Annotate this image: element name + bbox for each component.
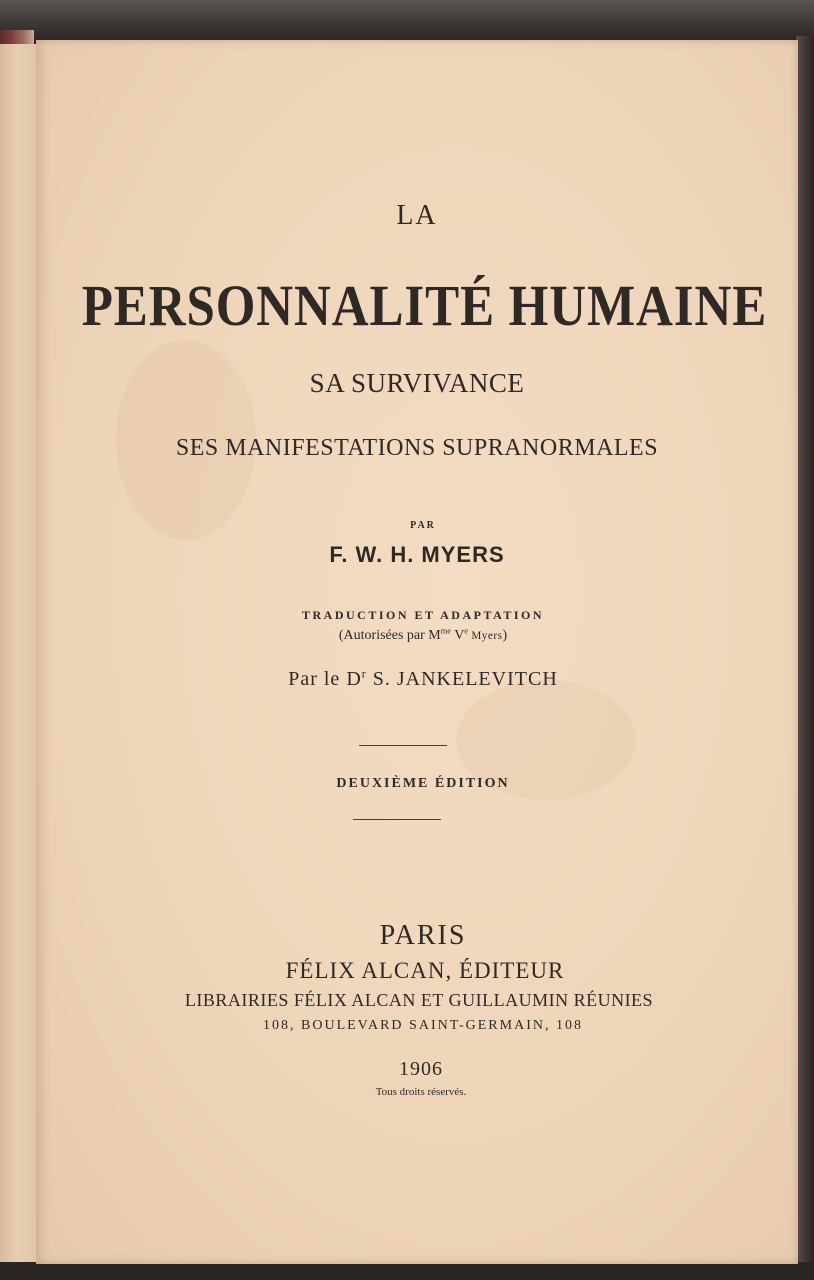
translation-label: TRADUCTION ET ADAPTATION [301,608,545,622]
subtitle-survival: SA SURVIVANCE [309,368,525,398]
publisher-libraries: LIBRAIRIES FÉLIX ALCAN ET GUILLAUMIN RÉUNIES [184,990,654,1010]
publication-city: PARIS [379,920,467,951]
publisher-address: 108, BOULEVARD SAINT-GERMAIN, 108 [263,1018,583,1033]
authorization-note: (Autorisées par $M^{me}$ Ve Myers) [338,626,508,643]
edition-label: DEUXIÈME ÉDITION [336,776,510,791]
author-name: F. W. H. MYERS [329,542,505,567]
translator-credit: Par le $D^r$ S. JANKELEVITCH [288,666,558,690]
scan-background-bottom [0,1262,814,1280]
subtitle-manifestations: SES MANIFESTATIONS SUPRANORMALES [175,435,659,461]
divider-rule-top [359,745,447,746]
divider-rule-bottom [353,819,441,820]
rights-notice: Tous droits réservés. [375,1086,467,1098]
title-page [36,40,798,1264]
scan-background-top [0,0,814,42]
book-title: PERSONNALITÉ HUMAINE [81,273,768,338]
publication-year: 1906 [399,1058,443,1080]
publisher-name: FÉLIX ALCAN, ÉDITEUR [285,958,565,983]
title-article: LA [396,200,438,231]
by-label: PAR [410,520,436,531]
